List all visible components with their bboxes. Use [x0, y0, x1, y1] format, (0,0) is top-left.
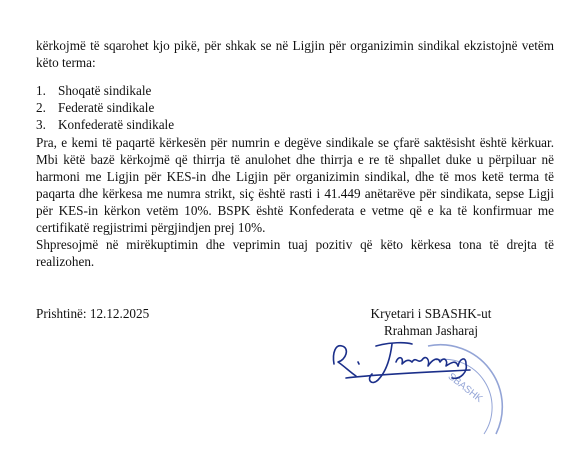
list-item	[36, 82, 174, 99]
request-paragraph: Pra, e kemi të paqartë kërkesën për numrin e degëve sindikale se çfarë saktësisht është kërkuar. Mbi këtë bazë kërkojmë që thirrja të anulohet dhe thirrja e re të shpallet duke u përpiluar në harmoni me Ligjin për KES-in dhe Ligjin për organizimin sindikal, dhe të mos ketë terma të paqarta dhe kërkesa me numra strikt, siç është rasti i 41.449 anëtarëve për sindikata, sepse Ligji për KES-in kërkon vetëm 10%. BSPK është Konfederata e vetme që e ka të konfirmuar me certifikatë regjistrimi përgjindjen prej 10%.	[36, 135, 554, 235]
list-item-number: 2.	[36, 100, 46, 115]
list-item-label: Konfederatë sindikale	[58, 117, 175, 132]
list-item-number: 1.	[36, 83, 46, 98]
list-item	[36, 116, 174, 133]
signature-with-stamp	[320, 326, 520, 436]
list-item-number: 3.	[36, 117, 46, 132]
signatory-name: Rrahman Jasharaj	[383, 323, 479, 338]
signatory-title: Kryetari i SBASHK-ut	[370, 306, 492, 321]
intro-paragraph: kërkojmë të sqarohet kjo pikë, për shkak se në Ligjin për organizimin sindikal ekzistojnë vetëm këto terma:	[36, 38, 554, 70]
letter-date: Prishtinë: 12.12.2025	[36, 306, 150, 321]
official-stamp	[428, 345, 502, 434]
closing-paragraph: Shpresojmë në mirëkuptimin dhe veprimin tuaj pozitiv që këto kërkesa tona të drejta të realizohen.	[36, 237, 554, 269]
list-item-label: Federatë sindikale	[58, 100, 155, 115]
svg-text:SBASHK: SBASHK	[445, 371, 485, 405]
terms-list	[36, 82, 174, 133]
list-item	[36, 99, 174, 116]
list-item-label: Shoqatë sindikale	[58, 83, 152, 98]
